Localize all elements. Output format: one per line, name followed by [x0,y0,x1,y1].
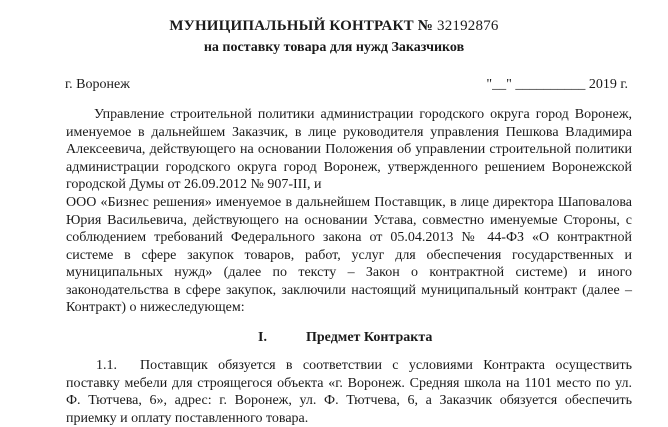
section-title: Предмет Контракта [306,330,433,345]
contract-subtitle: на поставку товара для нужд Заказчиков [203,40,465,55]
section-number: I. [258,330,267,345]
contract-title-text: МУНИЦИПАЛЬНЫЙ КОНТРАКТ № [169,18,434,34]
paragraph-supplier-text: ООО «Бизнес решения» именуемое в дальнейшем Поставщик, в лице директора Шаповалова Юрия Васильевича, действующего на основании Устава, совместно именуемые Стороны, с соблюдением требований Федерального закона от 05.04.2013 № 44-ФЗ «О контрактной системе в сфере закупок товаров, работ, услуг для обеспечения государственных и муниципальных нужд» (далее по тексту – Закон о контрактной системе) и иного законодательства в сфере закупок, заключили настоящий муниципальный контракт (далее – Контракт) о нижеследующем: [66,195,632,315]
clause-number: 1.1. [96,358,117,373]
clause-text: Поставщик обязуется в соответствии с условиями Контракта осуществить поставку мебели для строящегося объекта «г. Воронеж. Средняя школа на 1101 место по ул. Ф. Тютчева, 6», адрес: г. Воронеж, ул. Ф. Тютчева, 6, а Заказчик обязуется обеспечить приемку и оплату поставленного товара. [66,358,632,426]
paragraph-supplier [66,194,632,317]
paragraph-customer [66,106,632,194]
clause-1-1 [66,357,632,427]
contract-title [0,18,668,35]
contract-city: г. Воронеж [65,77,130,92]
contract-date: "__" __________ 2019 г. [486,77,628,92]
contract-number: 32192876 [437,18,499,34]
paragraph-customer-text: Управление строительной политики администрации городского округа город Воронеж, именуемое в дальнейшем Заказчик, в лице руководителя управления Пешкова Владимира Алексеевича, действующего на основании Положения об управлении строительной политики администрации городского округа город Воронеж, утвержденного решением Воронежской городской Думы от 26.09.2012 № 907-III, и [66,107,632,192]
